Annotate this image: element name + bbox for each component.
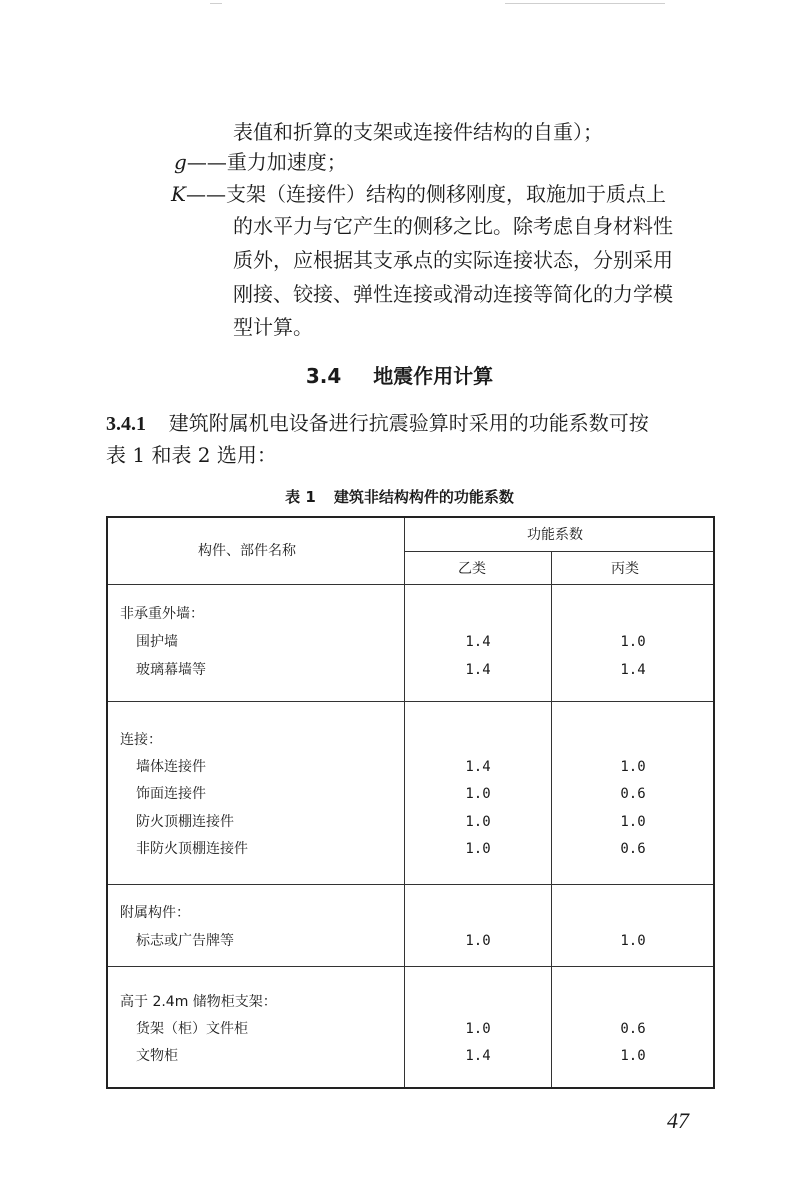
row-value-c: 0.6	[620, 1021, 646, 1037]
section-title: 地震作用计算	[373, 364, 494, 388]
row-value-c: 1.0	[620, 1048, 646, 1064]
table-rule	[404, 551, 713, 552]
definition-continuation-line: 表值和折算的支架或连接件结构的自重）；	[233, 120, 603, 144]
table-caption-title: 建筑非结构构件的功能系数	[333, 488, 514, 506]
definition-g	[174, 148, 347, 176]
symbol-g: g	[174, 150, 187, 174]
definition-k-line: 的水平力与它产生的侧移之比。除考虑自身材料性	[233, 214, 673, 238]
row-value-c: 0.6	[620, 786, 646, 802]
row-name: 防火顶棚连接件	[136, 814, 234, 830]
table-rule	[108, 701, 713, 702]
definition-g-text: 重力加速度；	[226, 150, 347, 174]
row-value-b: 1.0	[465, 1021, 491, 1037]
symbol-k: K	[171, 182, 186, 206]
group-title: 高于 2.4m 储物柜支架：	[120, 994, 277, 1010]
row-value-c: 0.6	[620, 841, 646, 857]
definition-k-line: 刚接、铰接、弹性连接或滑动连接等简化的力学模	[233, 282, 673, 306]
row-name: 墙体连接件	[136, 759, 206, 775]
clause-text: 建筑附属机电设备进行抗震验算时采用的功能系数可按	[168, 411, 649, 435]
clause-line	[106, 409, 649, 438]
table-caption	[0, 486, 799, 507]
definition-k-line: 支架（连接件）结构的侧移刚度，取施加于质点上	[225, 182, 666, 206]
definition-k	[171, 180, 666, 208]
table-rule	[108, 584, 713, 585]
clause-number: 3.4.1	[106, 413, 146, 435]
clause-line-2: 表 1 和表 2 选用：	[106, 443, 277, 467]
row-value-b: 1.0	[465, 841, 491, 857]
page-number: 47	[667, 1108, 689, 1133]
row-value-c: 1.0	[620, 814, 646, 830]
row-value-b: 1.4	[465, 759, 491, 775]
header-coefficient-group: 功能系数	[527, 527, 583, 543]
coefficient-table	[106, 516, 715, 1089]
row-value-c: 1.0	[620, 759, 646, 775]
row-value-c: 1.0	[620, 634, 646, 650]
row-name: 玻璃幕墙等	[136, 662, 206, 678]
row-value-b: 1.4	[465, 634, 491, 650]
table-rule	[404, 518, 405, 1087]
em-dash: ——	[185, 182, 226, 206]
row-value-b: 1.4	[465, 662, 491, 678]
table-rule	[551, 552, 552, 1087]
scan-mark	[505, 3, 665, 4]
scan-mark	[210, 3, 222, 4]
header-class-c: 丙类	[611, 561, 639, 577]
row-name: 围护墙	[136, 634, 178, 650]
row-name: 货架（柜）文件柜	[136, 1021, 248, 1037]
em-dash: ——	[186, 150, 227, 174]
row-name: 标志或广告牌等	[136, 933, 234, 949]
row-value-b: 1.4	[465, 1048, 491, 1064]
row-name: 非防火顶棚连接件	[136, 841, 248, 857]
table-caption-label: 表 1	[285, 488, 316, 506]
row-value-c: 1.4	[620, 662, 646, 678]
definition-k-line: 型计算。	[233, 315, 313, 339]
row-value-c: 1.0	[620, 933, 646, 949]
group-title: 非承重外墙：	[120, 606, 204, 622]
row-value-b: 1.0	[465, 814, 491, 830]
header-class-b: 乙类	[458, 561, 486, 577]
definition-k-line: 质外，应根据其支承点的实际连接状态，分别采用	[233, 248, 673, 272]
header-name-column: 构件、部件名称	[198, 543, 296, 559]
section-heading	[0, 360, 799, 389]
row-name: 文物柜	[136, 1048, 178, 1064]
row-name: 饰面连接件	[136, 786, 206, 802]
row-value-b: 1.0	[465, 933, 491, 949]
row-value-b: 1.0	[465, 786, 491, 802]
table-rule	[108, 884, 713, 885]
table-rule	[108, 966, 713, 967]
group-title: 连接：	[120, 732, 162, 748]
section-number: 3.4	[305, 364, 342, 388]
group-title: 附属构件：	[120, 905, 190, 921]
